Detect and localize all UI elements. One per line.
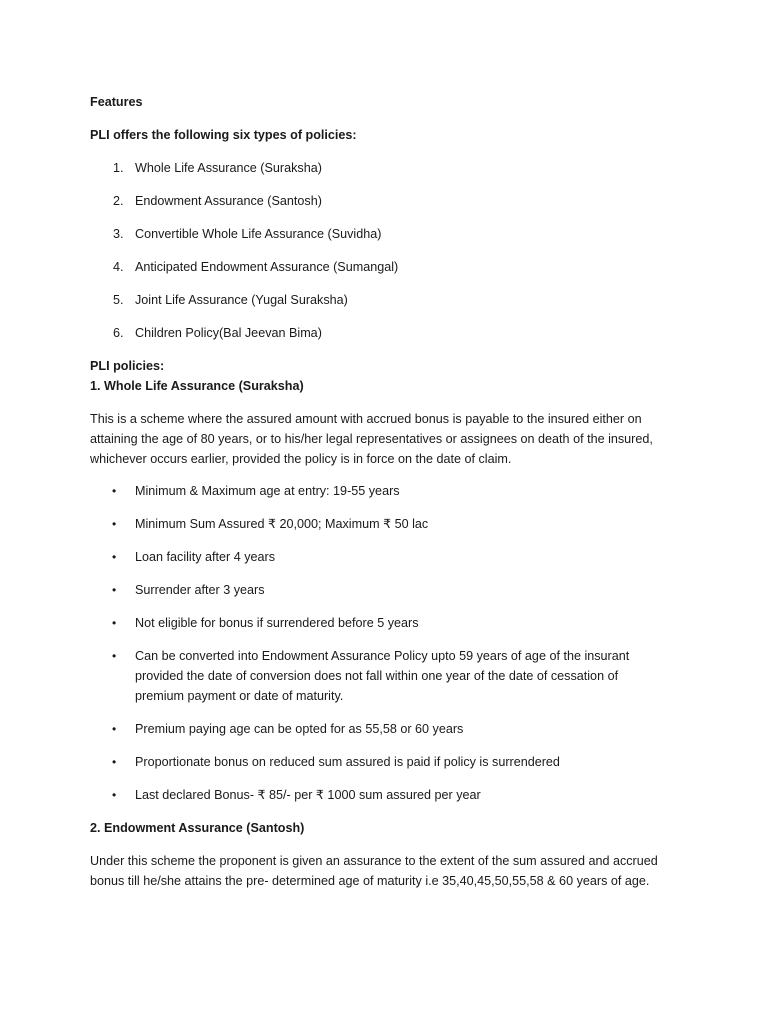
list-number: 6. — [113, 326, 124, 340]
section2-heading: 2. Endowment Assurance (Santosh) — [90, 821, 305, 835]
list-item-text: Can be converted into Endowment Assurance Policy upto 59 years of age of the insurant provided the date of conversion does not fall within one year of the date of cessation of premium payment or date of maturity. — [135, 649, 630, 703]
list-item — [90, 257, 670, 277]
list-number: 4. — [113, 260, 124, 274]
list-number: 2. — [113, 194, 124, 208]
list-item — [90, 290, 670, 310]
list-item — [90, 191, 670, 211]
list-item — [90, 580, 665, 600]
policy-types-list — [90, 158, 670, 343]
list-item-text: Not eligible for bonus if surrendered before 5 years — [135, 616, 419, 630]
list-item — [90, 752, 665, 772]
list-item — [90, 613, 665, 633]
bullet-icon: • — [112, 616, 117, 630]
list-item — [90, 481, 665, 501]
list-item — [90, 785, 665, 805]
features-heading: Features — [90, 95, 143, 109]
bullet-icon: • — [112, 550, 117, 564]
list-item — [90, 719, 665, 739]
list-item — [90, 323, 670, 343]
list-number: 5. — [113, 293, 124, 307]
section1-paragraph: This is a scheme where the assured amount with accrued bonus is payable to the insured either on attaining the age of 80 years, or to his/her legal representatives or assignees on death of the insured, whichever occurs earlier, provided the policy is in force on the date of claim. — [90, 412, 653, 466]
bullet-icon: • — [112, 788, 117, 802]
list-item-label: Joint Life Assurance (Yugal Suraksha) — [135, 293, 348, 307]
bullet-icon: • — [112, 722, 117, 736]
list-item-text: Last declared Bonus- ₹ 85/- per ₹ 1000 sum assured per year — [135, 788, 481, 802]
bullet-icon: • — [112, 583, 117, 597]
section1-feature-list — [90, 481, 670, 805]
list-item-text: Premium paying age can be opted for as 55,58 or 60 years — [135, 722, 464, 736]
list-item — [90, 224, 670, 244]
list-item-text: Surrender after 3 years — [135, 583, 265, 597]
policy-types-heading: PLI offers the following six types of policies: — [90, 128, 357, 142]
list-item-label: Anticipated Endowment Assurance (Sumangal) — [135, 260, 399, 274]
list-item — [90, 547, 665, 567]
list-item-label: Children Policy(Bal Jeevan Bima) — [135, 326, 322, 340]
bullet-icon: • — [112, 755, 117, 769]
list-item-text: Minimum & Maximum age at entry: 19-55 years — [135, 484, 400, 498]
list-item-label: Whole Life Assurance (Suraksha) — [135, 161, 322, 175]
bullet-icon: • — [112, 517, 117, 531]
list-item — [90, 514, 665, 534]
bullet-icon: • — [112, 484, 117, 498]
list-item-label: Endowment Assurance (Santosh) — [135, 194, 322, 208]
list-item-text: Loan facility after 4 years — [135, 550, 276, 564]
section2-paragraph: Under this scheme the proponent is given an assurance to the extent of the sum assured and accrued bonus till he/she attains the pre- determined age of maturity i.e 35,40,45,50,55,58 & 60 years of age. — [90, 854, 658, 888]
list-item-text: Proportionate bonus on reduced sum assured is paid if policy is surrendered — [135, 755, 560, 769]
list-item-label: Convertible Whole Life Assurance (Suvidha) — [135, 227, 382, 241]
document-page — [90, 92, 670, 891]
list-number: 3. — [113, 227, 124, 241]
list-item — [90, 158, 670, 178]
pli-policies-label: PLI policies: — [90, 359, 165, 373]
list-number: 1. — [113, 161, 124, 175]
list-item-text: Minimum Sum Assured ₹ 20,000; Maximum ₹ 50 lac — [135, 517, 429, 531]
list-item — [90, 646, 665, 706]
section1-heading: 1. Whole Life Assurance (Suraksha) — [90, 379, 304, 393]
bullet-icon: • — [112, 649, 117, 663]
